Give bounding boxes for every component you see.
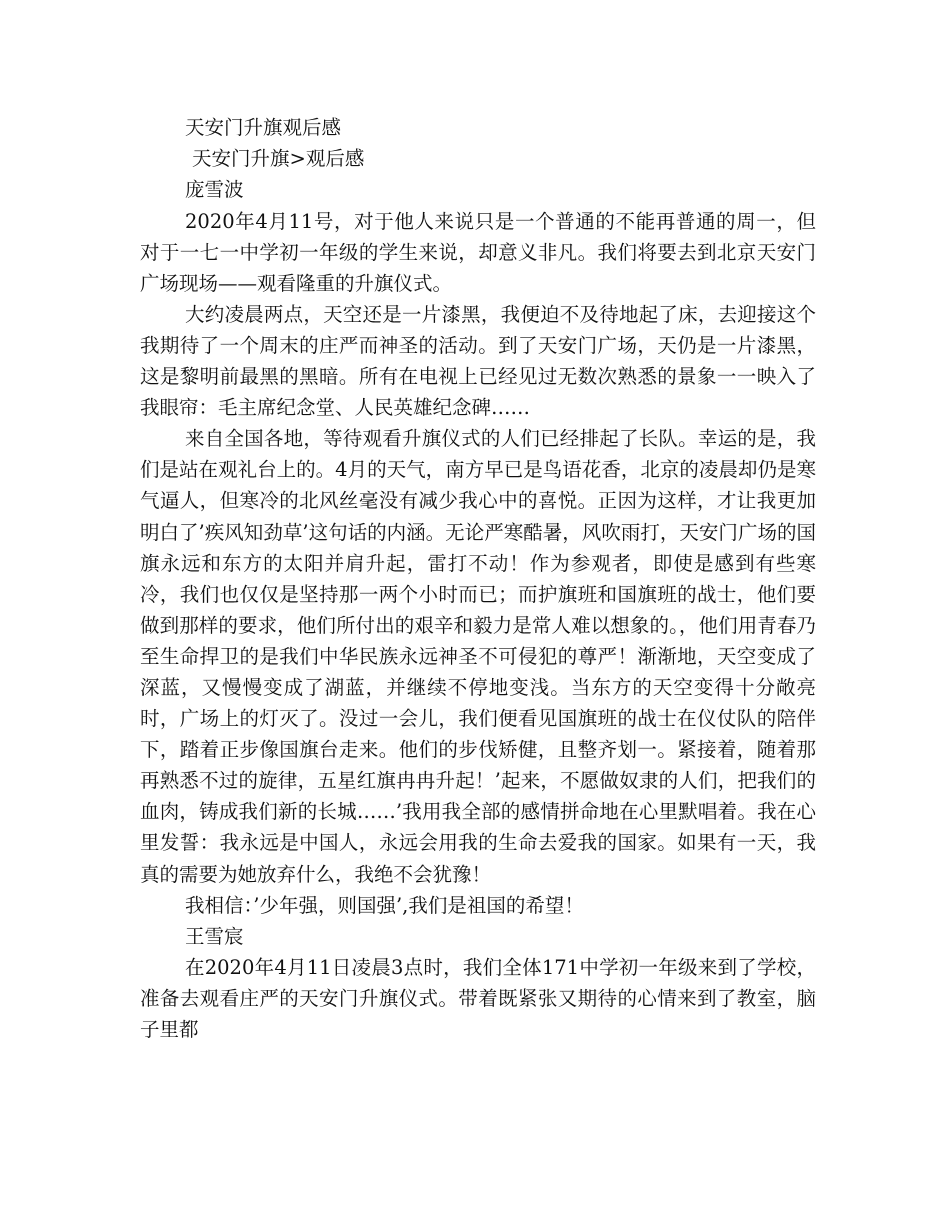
paragraph: 2020年4月11号，对于他人来说只是一个普通的不能再普通的周一，但对于一七一中学初一年级的学生来说，却意义非凡。我们将要去到北京天安门广场现场——观看隆重的升旗仪式。 (140, 209, 816, 295)
author-name: 庞雪波 (185, 178, 244, 202)
paragraph: 来自全国各地，等待观看升旗仪式的人们已经排起了长队。幸运的是，我们是站在观礼台上的。4月的天气，南方早已是鸟语花香，北京的凌晨却仍是寒气逼人，但寒冷的北风丝毫没有减少我心中的喜悦。正因为这样，才让我更加明白了’疾风知劲草’这句话的内涵。无论严寒酷暑，风吹雨打，天安门广场的国旗永远和东方的太阳并肩升起，雷打不动！作为参观者，即使是感到有些寒冷，我们也仅仅是坚持那一两个小时而已；而护旗班和国旗班的战士，他们要做到那样的要求，他们所付出的艰辛和毅力是常人难以想象的。，他们用青春乃至生命捍卫的是我们中华民族永远神圣不可侵犯的尊严！渐渐地，天空变成了深蓝，又慢慢变成了湖蓝，并继续不停地变浅。当东方的天空变得十分敞亮时，广场上的灯灭了。没过一会儿，我们便看见国旗班的战士在仪仗队的陪伴下，踏着正步像国旗台走来。他们的步伐矫健，且整齐划一。紧接着，随着那再熟悉不过的旋律，五星红旗冉冉升起！’起来，不愿做奴隶的人们，把我们的血肉，铸成我们新的长城……’我用我全部的感情拼命地在心里默唱着。我在心里发誓：我永远是中国人，永远会用我的生命去爱我的国家。如果有一天，我真的需要为她放弃什么，我绝不会犹豫！ (140, 427, 816, 886)
paragraph: 我相信：’少年强，则国强’,我们是祖国的希望！ (185, 893, 584, 917)
document-title: 天安门升旗观后感 (185, 116, 342, 139)
paragraph: 在2020年4月11日凌晨3点时，我们全体171中学初一年级来到了学校，准备去观看庄严的天安门升旗仪式。带着既紧张又期待的心情来到了教室，脑子里都 (140, 955, 816, 1042)
paragraph: 大约凌晨两点，天空还是一片漆黑，我便迫不及待地起了床，去迎接这个我期待了一个周末的庄严而神圣的活动。到了天安门广场，天仍是一片漆黑，这是黎明前最黑的黑暗。所有在电视上已经见过无数次熟悉的景象一一映入了我眼帘：毛主席纪念堂、人民英雄纪念碑…… (140, 302, 816, 420)
document-body (140, 112, 816, 1045)
document-subtitle: 天安门升旗>观后感 (192, 147, 365, 171)
author-name: 王雪宸 (185, 924, 244, 948)
